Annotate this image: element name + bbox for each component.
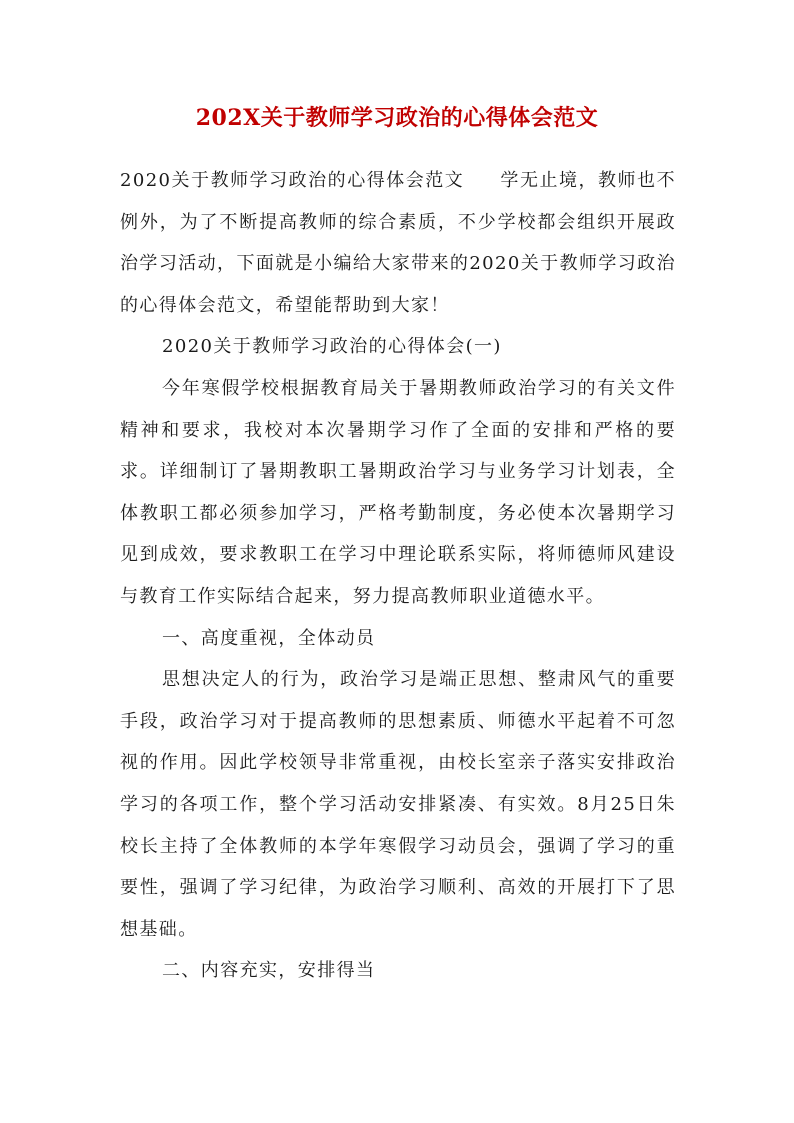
heading-2: 二、内容充实，安排得当: [162, 960, 376, 982]
paragraph-2: 思想决定人的行为，政治学习是端正思想、整肃风气的重要手段，政治学习对于提高教师的思想素质、师德水平起着不可忽视的作用。因此学校领导非常重视，由校长室亲子落实安排政治学习的各项工作，整个学习活动安排紧凑、有实效。8月25日朱校长主持了全体教师的本学年寒假学习动员会，强调了学习的重要性，强调了学习纪律，为政治学习顺利、高效的开展打下了思想基础。: [120, 669, 676, 940]
document-body: [120, 160, 676, 992]
intro-paragraph: [120, 160, 676, 326]
intro-heading: 2020关于教师学习政治的心得体会范文: [120, 170, 465, 191]
intro-text: 学无止境，教师也不例外，为了不断提高教师的综合素质，不少学校都会组织开展政治学习活动，下面就是小编给大家带来的2020关于教师学习政治的心得体会范文，希望能帮助到大家！: [120, 170, 676, 316]
document-title: 202X关于教师学习政治的心得体会范文: [195, 105, 599, 131]
paragraph-1: 今年寒假学校根据教育局关于暑期教师政治学习的有关文件精神和要求，我校对本次暑期学习作了全面的安排和严格的要求。详细制订了暑期教职工暑期政治学习与业务学习计划表，全体教职工都必须参加学习，严格考勤制度，务必使本次暑期学习见到成效，要求教职工在学习中理论联系实际，将师德师风建设与教育工作实际结合起来，努力提高教师职业道德水平。: [120, 377, 676, 607]
heading-1: 一、高度重视，全体动员: [162, 627, 376, 649]
section-title: 2020关于教师学习政治的心得体会(一): [162, 336, 502, 358]
